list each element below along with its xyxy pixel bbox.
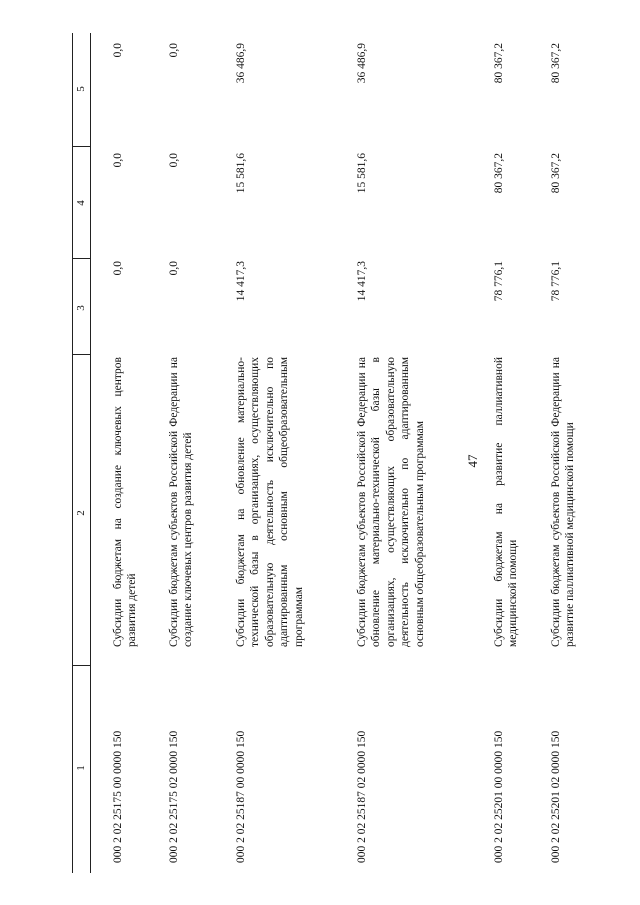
column-divider-4-5 <box>72 146 90 147</box>
row-description: Субсидии бюджетам на развитие паллиативной медицинской помощи <box>493 357 520 647</box>
row-value-col5: 36 486,9 <box>356 43 368 84</box>
row-value-col3: 78 776,1 <box>493 261 505 302</box>
row-value-col3: 0,0 <box>112 261 124 276</box>
column-divider-1-2 <box>72 665 90 666</box>
row-value-col5: 0,0 <box>112 43 124 58</box>
row-code: 000 2 02 25175 00 0000 150 <box>112 730 124 863</box>
row-value-col4: 80 367,2 <box>493 153 505 194</box>
row-description: Субсидии бюджетам субъектов Российской Федерации на развитие паллиативной медицинской помощи <box>550 357 577 647</box>
header-right-border <box>90 33 91 873</box>
row-value-col5: 80 367,2 <box>493 43 505 84</box>
row-value-col3: 0,0 <box>168 261 180 276</box>
header-col-4: 4 <box>75 200 87 206</box>
header-col-3: 3 <box>75 305 87 311</box>
row-value-col5: 36 486,9 <box>235 43 247 84</box>
row-value-col5: 0,0 <box>168 43 180 58</box>
header-col-5: 5 <box>75 86 87 92</box>
row-value-col3: 14 417,3 <box>235 261 247 302</box>
row-code: 000 2 02 25201 02 0000 150 <box>550 730 562 863</box>
column-divider-3-4 <box>72 258 90 259</box>
row-value-col4: 0,0 <box>112 153 124 168</box>
row-value-col5: 80 367,2 <box>550 43 562 84</box>
page-number: 47 <box>465 454 480 468</box>
budget-table <box>72 33 587 873</box>
row-code: 000 2 02 25187 00 0000 150 <box>235 730 247 863</box>
row-value-col4: 15 581,6 <box>235 153 247 194</box>
header-col-1: 1 <box>75 765 87 771</box>
row-value-col4: 80 367,2 <box>550 153 562 194</box>
row-value-col3: 78 776,1 <box>550 261 562 302</box>
row-description: Субсидии бюджетам субъектов Российской Федерации на создание ключевых центров развития детей <box>168 357 195 647</box>
row-value-col4: 15 581,6 <box>356 153 368 194</box>
row-code: 000 2 02 25201 00 0000 150 <box>493 730 505 863</box>
row-value-col3: 14 417,3 <box>356 261 368 302</box>
row-code: 000 2 02 25187 02 0000 150 <box>356 730 368 863</box>
row-description: Субсидии бюджетам субъектов Российской Федерации на обновление материально-технической базы в организациях, осуществляющих образовательную деятельность исключительно по адаптированным основным общеобразовательным программам <box>356 357 426 647</box>
row-description: Субсидии бюджетам на создание ключевых центров развития детей <box>112 357 139 647</box>
header-col-2: 2 <box>75 510 87 516</box>
column-divider-2-3 <box>72 354 90 355</box>
row-description: Субсидии бюджетам на обновление материально-технической базы в организациях, осуществляющих образовательную деятельность исключительно по адаптированным основным общеобразовательным программам <box>235 357 305 647</box>
header-left-border <box>72 33 73 873</box>
row-code: 000 2 02 25175 02 0000 150 <box>168 730 180 863</box>
row-value-col4: 0,0 <box>168 153 180 168</box>
